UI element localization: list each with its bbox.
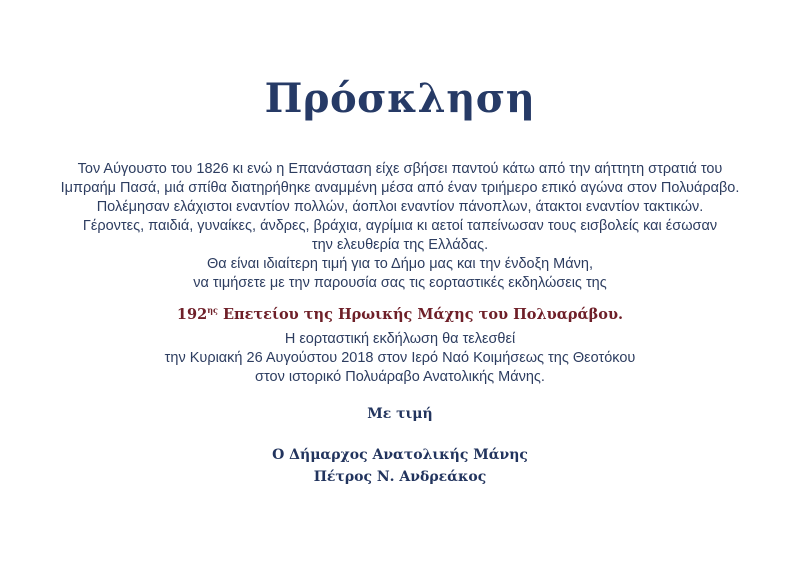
event-line: Η εορταστική εκδήλωση θα τελεσθεί: [284, 331, 516, 347]
paragraph-line: Θα είναι ιδιαίτερη τιμή για το Δήμο μας και την ένδοξη Μάνη,: [207, 256, 593, 272]
event-line: στον ιστορικό Πολυάραβο Ανατολικής Μάνης.: [255, 369, 545, 385]
signature-role: Ο Δήμαρχος Ανατολικής Μάνης: [272, 447, 528, 463]
anniversary-heading: [40, 301, 760, 324]
paragraph-line: Ιμπραήμ Πασά, μιά σπίθα διατηρήθηκε αναμμένη μέσα από έναν τριήμερο επικό αγώνα στον Πολυάραβο.: [60, 180, 740, 196]
paragraph-line: Τον Αύγουστο του 1826 κι ενώ η Επανάσταση είχε σβήσει παντού κάτω από την αήττητη στρατιά του: [77, 161, 723, 177]
anniversary-ordinal: ης: [207, 305, 218, 315]
paragraph-line: να τιμήσετε με την παρουσία σας τις εορταστικές εκδηλώσεις της: [193, 275, 607, 291]
anniversary-number: 192: [176, 306, 208, 323]
paragraph-line: Πολέμησαν ελάχιστοι εναντίον πολλών, άοπλοι εναντίον πάνοπλων, άτακτοι εναντίον τακτικών.: [96, 199, 704, 215]
closing-regards: Με τιμή: [367, 406, 433, 422]
invitation-body: [40, 160, 760, 387]
anniversary-text: Επετείου της Ηρωικής Μάχης του Πολυαράβου.: [217, 306, 624, 323]
signature-block: [0, 444, 800, 488]
signature-name: Πέτρος Ν. Ανδρεάκος: [313, 469, 487, 485]
paragraph-line: την ελευθερία της Ελλάδας.: [311, 237, 489, 253]
event-line: την Κυριακή 26 Αυγούστου 2018 στον Ιερό Ναό Κοιμήσεως της Θεοτόκου: [164, 350, 636, 366]
page-title: Πρόσκληση: [264, 75, 536, 122]
paragraph-line: Γέροντες, παιδιά, γυναίκες, άνδρες, βράχια, αγρίμια κι αετοί ταπείνωσαν τους εισβολείς και έσωσαν: [82, 218, 718, 234]
